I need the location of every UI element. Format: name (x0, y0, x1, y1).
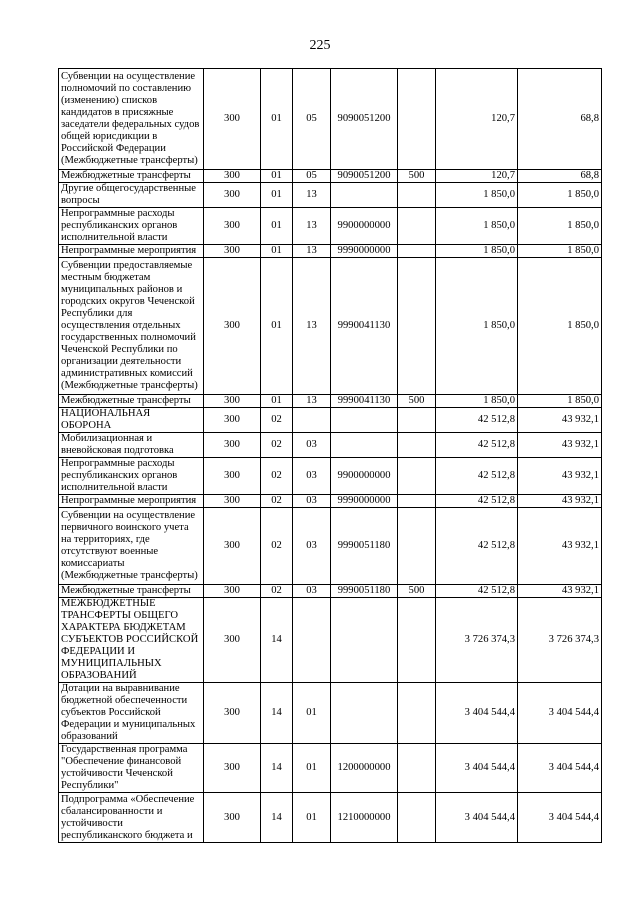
row-amount-1: 42 512,8 (436, 585, 518, 598)
row-amount-2: 43 932,1 (518, 495, 602, 508)
row-target-article-code (331, 598, 398, 683)
row-section-code: 14 (261, 598, 293, 683)
row-target-article-code (331, 408, 398, 433)
row-expense-type-code (398, 245, 436, 258)
table-row (59, 508, 602, 585)
row-grbs-code: 300 (204, 683, 261, 744)
table-row (59, 258, 602, 395)
row-section-code: 01 (261, 170, 293, 183)
table-row (59, 170, 602, 183)
row-name: Межбюджетные трансферты (59, 170, 204, 183)
row-amount-2: 1 850,0 (518, 395, 602, 408)
row-target-article-code: 1210000000 (331, 793, 398, 843)
row-amount-2: 1 850,0 (518, 208, 602, 245)
row-target-article-code: 9900000000 (331, 208, 398, 245)
table-row (59, 598, 602, 683)
row-amount-1: 120,7 (436, 69, 518, 170)
row-name: Государственная программа "Обеспечение финансовой устойчивости Чеченской Республики" (59, 744, 204, 793)
row-name: Субвенции предоставляемые местным бюджетам муниципальных районов и городских округов Чеченской Республики для осуществления отдельных государственных полномочий Чеченской Республики по организации деятельности административных комиссий (Межбюджетные трансферты) (59, 258, 204, 395)
row-amount-1: 1 850,0 (436, 183, 518, 208)
row-subsection-code: 13 (293, 208, 331, 245)
row-section-code: 14 (261, 744, 293, 793)
row-expense-type-code (398, 458, 436, 495)
row-amount-2: 43 932,1 (518, 433, 602, 458)
row-name: Субвенции на осуществление первичного воинского учета на территориях, где отсутствуют военные комиссариаты (Межбюджетные трансферты) (59, 508, 204, 585)
row-section-code: 02 (261, 508, 293, 585)
row-subsection-code: 05 (293, 69, 331, 170)
row-expense-type-code (398, 433, 436, 458)
row-amount-2: 43 932,1 (518, 585, 602, 598)
row-subsection-code: 03 (293, 433, 331, 458)
row-subsection-code: 05 (293, 170, 331, 183)
row-amount-2: 43 932,1 (518, 458, 602, 495)
row-target-article-code: 9090051200 (331, 69, 398, 170)
row-name: НАЦИОНАЛЬНАЯ ОБОРОНА (59, 408, 204, 433)
row-amount-2: 43 932,1 (518, 508, 602, 585)
table-row (59, 458, 602, 495)
row-grbs-code: 300 (204, 245, 261, 258)
row-expense-type-code (398, 793, 436, 843)
row-name: Субвенции на осуществление полномочий по составлению (изменению) списков кандидатов в присяжные заседатели федеральных судов общей юрисдикции в Российской Федерации (Межбюджетные трансферты) (59, 69, 204, 170)
row-subsection-code (293, 598, 331, 683)
row-expense-type-code (398, 208, 436, 245)
row-target-article-code: 9990000000 (331, 495, 398, 508)
row-amount-1: 1 850,0 (436, 245, 518, 258)
table-row (59, 793, 602, 843)
row-amount-2: 3 726 374,3 (518, 598, 602, 683)
row-subsection-code: 13 (293, 258, 331, 395)
row-section-code: 14 (261, 683, 293, 744)
row-amount-2: 68,8 (518, 170, 602, 183)
row-subsection-code: 03 (293, 585, 331, 598)
row-amount-1: 42 512,8 (436, 433, 518, 458)
row-section-code: 01 (261, 69, 293, 170)
row-expense-type-code (398, 598, 436, 683)
row-name: Непрограммные расходы республиканских органов исполнительной власти (59, 208, 204, 245)
row-amount-1: 1 850,0 (436, 258, 518, 395)
row-target-article-code: 9990000000 (331, 245, 398, 258)
row-section-code: 02 (261, 585, 293, 598)
row-expense-type-code (398, 508, 436, 585)
row-amount-1: 3 404 544,4 (436, 744, 518, 793)
row-grbs-code: 300 (204, 208, 261, 245)
row-target-article-code: 1200000000 (331, 744, 398, 793)
row-subsection-code (293, 408, 331, 433)
row-target-article-code: 9990041130 (331, 258, 398, 395)
row-name: Подпрограмма «Обеспечение сбалансированности и устойчивости республиканского бюджета и (59, 793, 204, 843)
row-section-code: 02 (261, 408, 293, 433)
table-row (59, 433, 602, 458)
row-amount-2: 3 404 544,4 (518, 744, 602, 793)
row-expense-type-code (398, 744, 436, 793)
row-grbs-code: 300 (204, 508, 261, 585)
row-grbs-code: 300 (204, 598, 261, 683)
row-subsection-code: 13 (293, 245, 331, 258)
page-number: 225 (309, 38, 331, 53)
row-section-code: 14 (261, 793, 293, 843)
row-amount-2: 1 850,0 (518, 245, 602, 258)
row-amount-2: 3 404 544,4 (518, 793, 602, 843)
row-expense-type-code: 500 (398, 585, 436, 598)
row-amount-1: 42 512,8 (436, 508, 518, 585)
table-row (59, 395, 602, 408)
row-grbs-code: 300 (204, 183, 261, 208)
row-expense-type-code (398, 258, 436, 395)
row-amount-1: 42 512,8 (436, 458, 518, 495)
row-section-code: 01 (261, 258, 293, 395)
row-subsection-code: 03 (293, 458, 331, 495)
row-expense-type-code: 500 (398, 395, 436, 408)
row-target-article-code: 9990051180 (331, 508, 398, 585)
row-section-code: 02 (261, 495, 293, 508)
row-subsection-code: 01 (293, 793, 331, 843)
row-amount-2: 43 932,1 (518, 408, 602, 433)
row-grbs-code: 300 (204, 395, 261, 408)
row-subsection-code: 03 (293, 495, 331, 508)
row-amount-1: 3 726 374,3 (436, 598, 518, 683)
row-name: Другие общегосударственные вопросы (59, 183, 204, 208)
row-target-article-code: 9090051200 (331, 170, 398, 183)
row-section-code: 02 (261, 433, 293, 458)
row-subsection-code: 01 (293, 683, 331, 744)
table-row (59, 183, 602, 208)
row-amount-2: 3 404 544,4 (518, 683, 602, 744)
row-name: Мобилизационная и вневойсковая подготовка (59, 433, 204, 458)
row-target-article-code (331, 183, 398, 208)
row-name: Непрограммные мероприятия (59, 245, 204, 258)
row-section-code: 01 (261, 245, 293, 258)
table-row (59, 69, 602, 170)
row-amount-1: 1 850,0 (436, 395, 518, 408)
row-expense-type-code (398, 69, 436, 170)
row-grbs-code: 300 (204, 433, 261, 458)
row-amount-1: 42 512,8 (436, 495, 518, 508)
row-grbs-code: 300 (204, 495, 261, 508)
row-amount-2: 1 850,0 (518, 258, 602, 395)
table-row (59, 495, 602, 508)
row-name: Непрограммные мероприятия (59, 495, 204, 508)
row-grbs-code: 300 (204, 793, 261, 843)
row-grbs-code: 300 (204, 744, 261, 793)
table-row (59, 683, 602, 744)
table-row (59, 408, 602, 433)
row-amount-1: 3 404 544,4 (436, 793, 518, 843)
row-amount-1: 1 850,0 (436, 208, 518, 245)
row-section-code: 01 (261, 395, 293, 408)
table-row (59, 744, 602, 793)
row-subsection-code: 13 (293, 183, 331, 208)
row-expense-type-code (398, 495, 436, 508)
row-expense-type-code (398, 183, 436, 208)
row-name: Непрограммные расходы республиканских органов исполнительной власти (59, 458, 204, 495)
row-amount-1: 3 404 544,4 (436, 683, 518, 744)
row-subsection-code: 01 (293, 744, 331, 793)
row-amount-2: 1 850,0 (518, 183, 602, 208)
row-section-code: 01 (261, 183, 293, 208)
row-amount-2: 68,8 (518, 69, 602, 170)
row-target-article-code (331, 433, 398, 458)
row-amount-1: 42 512,8 (436, 408, 518, 433)
row-grbs-code: 300 (204, 585, 261, 598)
row-target-article-code (331, 683, 398, 744)
row-name: Дотации на выравнивание бюджетной обеспеченности субъектов Российской Федерации и муниципальных образований (59, 683, 204, 744)
row-section-code: 02 (261, 458, 293, 495)
row-target-article-code: 9990041130 (331, 395, 398, 408)
row-expense-type-code (398, 408, 436, 433)
row-grbs-code: 300 (204, 170, 261, 183)
row-grbs-code: 300 (204, 458, 261, 495)
row-name: Межбюджетные трансферты (59, 585, 204, 598)
table-row (59, 208, 602, 245)
row-subsection-code: 03 (293, 508, 331, 585)
row-grbs-code: 300 (204, 69, 261, 170)
row-target-article-code: 9990051180 (331, 585, 398, 598)
row-name: МЕЖБЮДЖЕТНЫЕ ТРАНСФЕРТЫ ОБЩЕГО ХАРАКТЕРА БЮДЖЕТАМ СУБЪЕКТОВ РОССИЙСКОЙ ФЕДЕРАЦИИ И МУНИЦИПАЛЬНЫХ ОБРАЗОВАНИЙ (59, 598, 204, 683)
table-row (59, 585, 602, 598)
row-expense-type-code (398, 683, 436, 744)
row-target-article-code: 9900000000 (331, 458, 398, 495)
row-expense-type-code: 500 (398, 170, 436, 183)
row-section-code: 01 (261, 208, 293, 245)
row-amount-1: 120,7 (436, 170, 518, 183)
row-grbs-code: 300 (204, 408, 261, 433)
budget-table (58, 68, 602, 843)
row-subsection-code: 13 (293, 395, 331, 408)
row-name: Межбюджетные трансферты (59, 395, 204, 408)
table-row (59, 245, 602, 258)
row-grbs-code: 300 (204, 258, 261, 395)
